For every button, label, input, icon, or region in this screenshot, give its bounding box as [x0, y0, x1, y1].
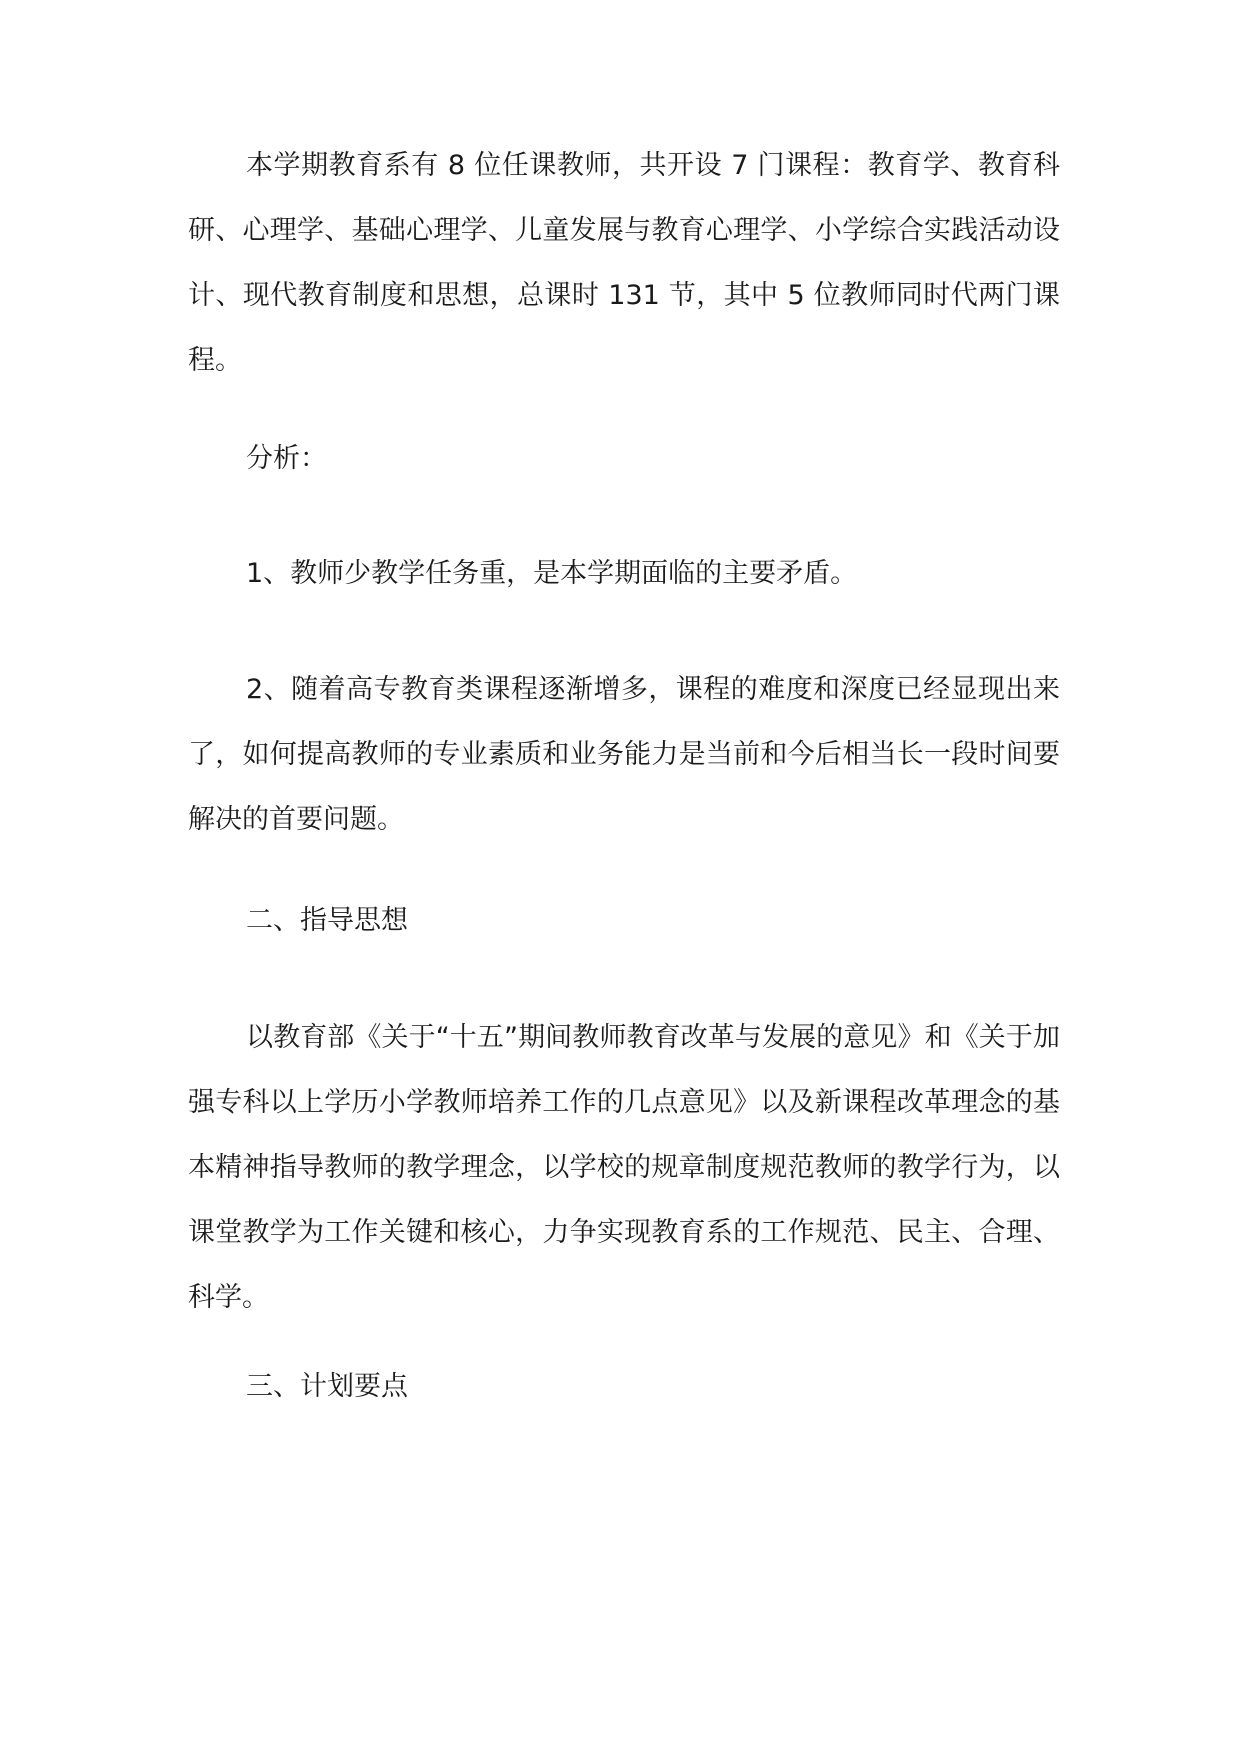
paragraph-analysis-point-2: 2、随着高专教育类课程逐渐增多，课程的难度和深度已经显现出来了，如何提高教师的专业素质和业务能力是当前和今后相当长一段时间要解决的首要问题。 — [188, 674, 1060, 835]
heading-analysis: 分析： — [246, 443, 327, 474]
paragraph-analysis-point-1: 1、教师少教学任务重，是本学期面临的主要矛盾。 — [246, 558, 858, 589]
heading-plan-key-points: 三、计划要点 — [246, 1371, 408, 1402]
paragraph-guiding-ideology: 以教育部《关于“十五”期间教师教育改革与发展的意见》和《关于加强专科以上学历小学教师培养工作的几点意见》以及新课程改革理念的基本精神指导教师的教学理念，以学校的规章制度规范教师的教学行为，以课堂教学为工作关键和核心，力争实现教育系的工作规范、民主、合理、科学。 — [188, 1022, 1060, 1313]
heading-guiding-ideology: 二、指导思想 — [246, 905, 408, 936]
paragraph-course-overview: 本学期教育系有 8 位任课教师，共开设 7 门课程：教育学、教育科研、心理学、基础心理学、儿童发展与教育心理学、小学综合实践活动设计、现代教育制度和思想，总课时 131 节，其中 5 位教师同时代两门课程。 — [188, 150, 1060, 376]
